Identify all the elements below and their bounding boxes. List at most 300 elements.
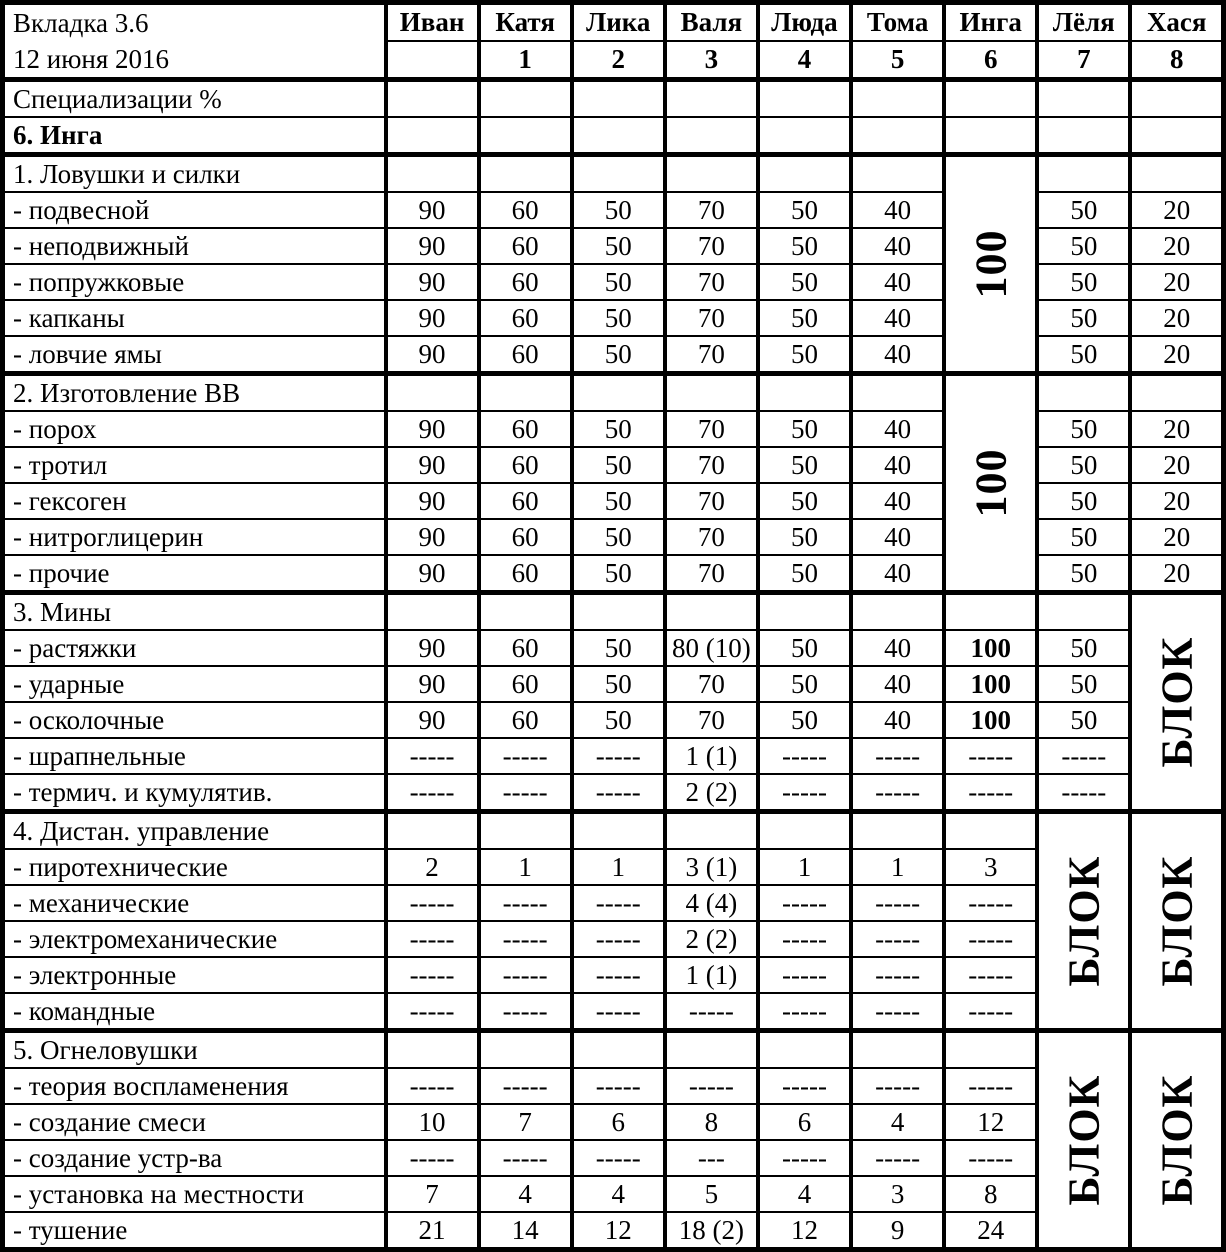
empty-cell [386, 374, 479, 412]
value-cell: 70 [665, 264, 758, 300]
value-cell: 50 [1037, 336, 1130, 374]
empty-cell [1037, 80, 1130, 118]
row-label: - тушение [3, 1212, 386, 1250]
value-cell: 70 [665, 192, 758, 228]
blocked-cell [1130, 1031, 1223, 1250]
value-cell: ----- [758, 1140, 851, 1176]
value-cell: 1 [572, 849, 665, 885]
value-cell: ----- [479, 957, 572, 993]
column-number: 2 [572, 41, 665, 80]
column-number: 4 [758, 41, 851, 80]
empty-cell [944, 117, 1037, 155]
data-row [3, 702, 1224, 738]
value-cell: ----- [944, 738, 1037, 774]
value-cell: ----- [479, 1140, 572, 1176]
rotated-label: БЛОК [1152, 855, 1202, 987]
value-cell: ----- [944, 885, 1037, 921]
value-cell: 50 [572, 300, 665, 336]
value-cell: 20 [1130, 447, 1223, 483]
value-cell: --- [665, 1140, 758, 1176]
value-cell: 90 [386, 336, 479, 374]
empty-cell [665, 80, 758, 118]
empty-cell [386, 1031, 479, 1069]
blocked-cell [1130, 593, 1223, 812]
value-cell: 20 [1130, 228, 1223, 264]
value-cell: ----- [572, 1068, 665, 1104]
value-cell: 90 [386, 702, 479, 738]
value-cell: 50 [1037, 702, 1130, 738]
value-cell: 40 [851, 447, 944, 483]
value-cell: 90 [386, 519, 479, 555]
value-cell: 70 [665, 447, 758, 483]
value-cell: 50 [1037, 411, 1130, 447]
empty-cell [1130, 117, 1223, 155]
column-header: Иван [386, 3, 479, 42]
sheet-subtitle: Специализации % [3, 80, 386, 118]
value-cell: 20 [1130, 264, 1223, 300]
value-cell: 40 [851, 192, 944, 228]
empty-cell [572, 80, 665, 118]
value-cell: ----- [851, 993, 944, 1031]
empty-cell [665, 812, 758, 850]
empty-cell [758, 1031, 851, 1069]
section-title: 3. Мины [3, 593, 386, 631]
row-label: - осколочные [3, 702, 386, 738]
value-cell: 50 [758, 192, 851, 228]
value-cell: 9 [851, 1212, 944, 1250]
row-label: - порох [3, 411, 386, 447]
max-skill-cell [944, 374, 1037, 593]
empty-cell [665, 117, 758, 155]
value-cell: 50 [1037, 630, 1130, 666]
empty-cell [1130, 374, 1223, 412]
value-cell: 3 [851, 1176, 944, 1212]
empty-cell [1130, 80, 1223, 118]
value-cell: 50 [758, 300, 851, 336]
value-cell: 50 [1037, 483, 1130, 519]
row-label: - неподвижный [3, 228, 386, 264]
empty-cell [1130, 155, 1223, 193]
rotated-label: БЛОК [1059, 1074, 1109, 1206]
value-cell: 90 [386, 483, 479, 519]
column-number: 1 [479, 41, 572, 80]
empty-cell [851, 374, 944, 412]
value-cell: ----- [665, 993, 758, 1031]
empty-cell [572, 812, 665, 850]
section-header-row [3, 812, 1224, 850]
value-cell: 3 [944, 849, 1037, 885]
empty-cell [944, 80, 1037, 118]
value-cell: 50 [572, 228, 665, 264]
value-cell: 40 [851, 264, 944, 300]
rotated-label: БЛОК [1152, 1074, 1202, 1206]
row-label: - установка на местности [3, 1176, 386, 1212]
column-number: 6 [944, 41, 1037, 80]
data-row [3, 666, 1224, 702]
value-cell: 50 [572, 192, 665, 228]
value-cell: 1 (1) [665, 957, 758, 993]
data-row [3, 738, 1224, 774]
column-header: Хася [1130, 3, 1223, 42]
section-title: 2. Изготовление ВВ [3, 374, 386, 412]
data-row [3, 555, 1224, 593]
sheet-date: 12 июня 2016 [13, 44, 169, 74]
value-cell: ----- [386, 738, 479, 774]
value-cell: 90 [386, 300, 479, 336]
value-cell: 50 [758, 519, 851, 555]
value-cell: 60 [479, 336, 572, 374]
value-cell: ----- [758, 957, 851, 993]
row-label: - ловчие ямы [3, 336, 386, 374]
value-cell: 50 [1037, 519, 1130, 555]
empty-cell [1037, 155, 1130, 193]
column-number: 8 [1130, 41, 1223, 80]
empty-cell [851, 593, 944, 631]
value-cell: 90 [386, 630, 479, 666]
value-cell: 7 [479, 1104, 572, 1140]
value-cell: 1 [851, 849, 944, 885]
column-header: Лика [572, 3, 665, 42]
row-label: - механические [3, 885, 386, 921]
value-cell: 20 [1130, 519, 1223, 555]
value-cell: ----- [758, 993, 851, 1031]
value-cell: 70 [665, 483, 758, 519]
empty-cell [758, 374, 851, 412]
row-label: - ударные [3, 666, 386, 702]
value-cell: 50 [572, 483, 665, 519]
data-row [3, 411, 1224, 447]
value-cell: ----- [944, 774, 1037, 812]
data-row [3, 336, 1224, 374]
rotated-label: 100 [966, 448, 1016, 518]
row-label: - командные [3, 993, 386, 1031]
value-cell: ----- [758, 1068, 851, 1104]
value-cell: ----- [386, 993, 479, 1031]
row-label: - создание устр-ва [3, 1140, 386, 1176]
value-cell: 50 [572, 336, 665, 374]
value-cell: 40 [851, 228, 944, 264]
row-label: - подвесной [3, 192, 386, 228]
blocked-cell [1130, 812, 1223, 1031]
value-cell: ----- [851, 738, 944, 774]
value-cell: 7 [386, 1176, 479, 1212]
value-cell: 40 [851, 666, 944, 702]
value-cell: 50 [758, 447, 851, 483]
empty-cell [572, 155, 665, 193]
column-number: 5 [851, 41, 944, 80]
column-header: Люда [758, 3, 851, 42]
value-cell: 6 [758, 1104, 851, 1140]
data-row [3, 630, 1224, 666]
empty-cell [1037, 593, 1130, 631]
data-row [3, 300, 1224, 336]
value-cell: 60 [479, 555, 572, 593]
value-cell: 10 [386, 1104, 479, 1140]
empty-cell [758, 80, 851, 118]
empty-cell [851, 812, 944, 850]
value-cell: ----- [572, 957, 665, 993]
value-cell: 20 [1130, 411, 1223, 447]
value-cell: ----- [944, 921, 1037, 957]
data-row [3, 519, 1224, 555]
empty-cell [386, 80, 479, 118]
value-cell: 80 (10) [665, 630, 758, 666]
section-header-row [3, 155, 1224, 193]
value-cell: ----- [386, 1068, 479, 1104]
value-cell: ----- [758, 921, 851, 957]
blocked-cell [1037, 812, 1130, 1031]
column-header: Лёля [1037, 3, 1130, 42]
data-row [3, 228, 1224, 264]
value-cell: 12 [572, 1212, 665, 1250]
value-cell: 60 [479, 447, 572, 483]
value-cell: 2 [386, 849, 479, 885]
value-cell: 4 [572, 1176, 665, 1212]
rotated-label: БЛОК [1152, 636, 1202, 768]
value-cell: 60 [479, 300, 572, 336]
value-cell: ----- [572, 921, 665, 957]
empty-cell [665, 1031, 758, 1069]
value-cell: ----- [851, 774, 944, 812]
value-cell: 50 [572, 630, 665, 666]
value-cell: ----- [758, 738, 851, 774]
value-cell: 90 [386, 666, 479, 702]
rotated-label: 100 [966, 229, 1016, 299]
value-cell: ----- [479, 1068, 572, 1104]
value-cell: 14 [479, 1212, 572, 1250]
max-skill-cell [944, 155, 1037, 374]
value-cell: ----- [479, 993, 572, 1031]
value-cell: 50 [1037, 300, 1130, 336]
data-row [3, 264, 1224, 300]
value-cell: 60 [479, 411, 572, 447]
empty-cell [479, 80, 572, 118]
value-cell: 70 [665, 666, 758, 702]
empty-cell [851, 1031, 944, 1069]
value-cell: 60 [479, 192, 572, 228]
value-cell: 50 [572, 666, 665, 702]
rotated-label: БЛОК [1059, 855, 1109, 987]
value-cell: 21 [386, 1212, 479, 1250]
column-header: Инга [944, 3, 1037, 42]
row-label: - нитроглицерин [3, 519, 386, 555]
blocked-cell [1037, 1031, 1130, 1250]
value-cell: ----- [386, 774, 479, 812]
value-cell: ----- [386, 921, 479, 957]
value-cell: 100 [944, 630, 1037, 666]
data-row [3, 192, 1224, 228]
section-title: 4. Дистан. управление [3, 812, 386, 850]
value-cell: ----- [851, 1140, 944, 1176]
empty-cell [479, 374, 572, 412]
value-cell: ----- [572, 774, 665, 812]
table-body [3, 3, 1224, 1250]
value-cell: 3 (1) [665, 849, 758, 885]
row-label: - тротил [3, 447, 386, 483]
value-cell: 6 [572, 1104, 665, 1140]
empty-cell [944, 812, 1037, 850]
value-cell: 12 [758, 1212, 851, 1250]
value-cell: ----- [758, 774, 851, 812]
value-cell: 40 [851, 411, 944, 447]
selected-person: 6. Инга [3, 117, 386, 155]
empty-cell [851, 117, 944, 155]
value-cell: 4 (4) [665, 885, 758, 921]
empty-cell [386, 593, 479, 631]
data-row [3, 483, 1224, 519]
value-cell: 50 [1037, 555, 1130, 593]
value-cell: 4 [758, 1176, 851, 1212]
value-cell: 2 (2) [665, 774, 758, 812]
empty-cell [479, 155, 572, 193]
value-cell: 60 [479, 483, 572, 519]
value-cell: 40 [851, 519, 944, 555]
value-cell: 20 [1130, 336, 1223, 374]
empty-cell [758, 593, 851, 631]
column-header: Тома [851, 3, 944, 42]
value-cell: 50 [1037, 192, 1130, 228]
row-label: - шрапнельные [3, 738, 386, 774]
value-cell: 60 [479, 666, 572, 702]
value-cell: 20 [1130, 555, 1223, 593]
empty-cell [665, 374, 758, 412]
value-cell: 50 [572, 411, 665, 447]
data-row [3, 774, 1224, 812]
column-header: Катя [479, 3, 572, 42]
section-title: 1. Ловушки и силки [3, 155, 386, 193]
sheet-title: Вкладка 3.6 [13, 8, 149, 38]
empty-cell [479, 117, 572, 155]
empty-cell [944, 1031, 1037, 1069]
empty-cell [386, 155, 479, 193]
value-cell: ----- [851, 885, 944, 921]
value-cell: 40 [851, 483, 944, 519]
value-cell: 100 [944, 702, 1037, 738]
empty-cell [572, 117, 665, 155]
row-label: - попружковые [3, 264, 386, 300]
value-cell: ----- [944, 957, 1037, 993]
row-label: - гексоген [3, 483, 386, 519]
empty-cell [386, 812, 479, 850]
value-cell: 90 [386, 447, 479, 483]
row-label: - электромеханические [3, 921, 386, 957]
value-cell: 60 [479, 264, 572, 300]
empty-cell [479, 593, 572, 631]
value-cell: ----- [572, 1140, 665, 1176]
section-title: 5. Огнеловушки [3, 1031, 386, 1069]
value-cell: 50 [572, 447, 665, 483]
column-number: 7 [1037, 41, 1130, 80]
empty-cell [758, 155, 851, 193]
value-cell: ----- [572, 993, 665, 1031]
value-cell: 12 [944, 1104, 1037, 1140]
row-label: - растяжки [3, 630, 386, 666]
value-cell: ----- [944, 1068, 1037, 1104]
value-cell: 40 [851, 630, 944, 666]
value-cell: 1 [479, 849, 572, 885]
value-cell: 50 [758, 228, 851, 264]
value-cell: 50 [572, 264, 665, 300]
value-cell: 40 [851, 300, 944, 336]
value-cell: 40 [851, 702, 944, 738]
data-row [3, 447, 1224, 483]
value-cell: 50 [758, 411, 851, 447]
row-label: - теория воспламенения [3, 1068, 386, 1104]
empty-cell [851, 80, 944, 118]
value-cell: ----- [479, 885, 572, 921]
value-cell: 1 [758, 849, 851, 885]
value-cell: 2 (2) [665, 921, 758, 957]
value-cell: 70 [665, 411, 758, 447]
value-cell: ----- [479, 921, 572, 957]
row-label: - электронные [3, 957, 386, 993]
value-cell: 50 [1037, 447, 1130, 483]
value-cell: 60 [479, 702, 572, 738]
value-cell: 50 [758, 702, 851, 738]
value-cell: ----- [386, 885, 479, 921]
section-header-row [3, 1031, 1224, 1069]
value-cell: 50 [1037, 666, 1130, 702]
value-cell: ----- [479, 738, 572, 774]
value-cell: ----- [851, 957, 944, 993]
empty-cell [572, 593, 665, 631]
row-label: - создание смеси [3, 1104, 386, 1140]
value-cell: 50 [758, 483, 851, 519]
value-cell: 40 [851, 555, 944, 593]
empty-cell [386, 117, 479, 155]
value-cell: 4 [851, 1104, 944, 1140]
value-cell: 90 [386, 555, 479, 593]
value-cell: 24 [944, 1212, 1037, 1250]
value-cell: 50 [572, 555, 665, 593]
value-cell: 18 (2) [665, 1212, 758, 1250]
value-cell: ----- [572, 885, 665, 921]
value-cell: 70 [665, 228, 758, 264]
value-cell: 50 [758, 630, 851, 666]
value-cell: ----- [479, 774, 572, 812]
empty-cell [665, 593, 758, 631]
value-cell: 70 [665, 336, 758, 374]
value-cell: ----- [944, 1140, 1037, 1176]
value-cell: ----- [386, 957, 479, 993]
section-header-row [3, 374, 1224, 412]
empty-cell [572, 374, 665, 412]
value-cell: 50 [1037, 228, 1130, 264]
value-cell: ----- [665, 1068, 758, 1104]
empty-cell [479, 1031, 572, 1069]
value-cell: 70 [665, 300, 758, 336]
row-label: - капканы [3, 300, 386, 336]
value-cell: ----- [572, 738, 665, 774]
value-cell: 90 [386, 228, 479, 264]
value-cell: ----- [851, 921, 944, 957]
value-cell: 70 [665, 519, 758, 555]
value-cell: 60 [479, 519, 572, 555]
value-cell: ----- [851, 1068, 944, 1104]
value-cell: 50 [1037, 264, 1130, 300]
value-cell: 100 [944, 666, 1037, 702]
row-label: - пиротехнические [3, 849, 386, 885]
value-cell: 40 [851, 336, 944, 374]
info-row [3, 117, 1224, 155]
empty-cell [758, 117, 851, 155]
value-cell: 20 [1130, 300, 1223, 336]
value-cell: 50 [572, 702, 665, 738]
empty-cell [851, 155, 944, 193]
value-cell: 50 [758, 555, 851, 593]
value-cell: 50 [758, 666, 851, 702]
row-label: - термич. и кумулятив. [3, 774, 386, 812]
